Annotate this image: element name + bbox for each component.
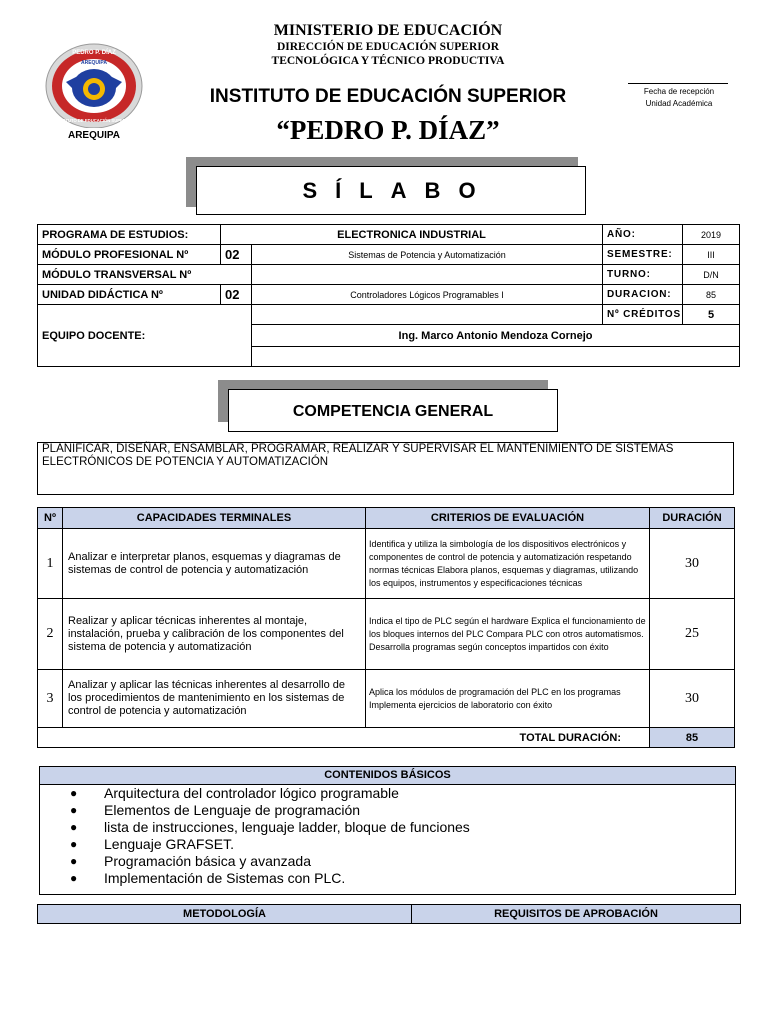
- col-header-number: Nº: [38, 508, 63, 529]
- city-label: AREQUIPA: [67, 130, 121, 141]
- school-name: “PEDRO P. DÍAZ”: [276, 115, 500, 145]
- duration-label: DURACION:: [603, 285, 683, 305]
- bullet-icon: ●: [70, 854, 78, 868]
- direction-line-1: DIRECCIÓN DE EDUCACIÓN SUPERIOR: [276, 41, 500, 53]
- list-item: [70, 785, 735, 802]
- table-row: [38, 599, 735, 670]
- list-item-text: lista de instrucciones, lenguaje ladder, bloque de funciones: [104, 819, 470, 835]
- program-value: ELECTRONICA INDUSTRIAL: [221, 225, 603, 245]
- list-item-text: Programación básica y avanzada: [104, 853, 312, 869]
- unit-value: Controladores Lógicos Programables I: [252, 285, 603, 305]
- contents-title: CONTENIDOS BÁSICOS: [40, 767, 735, 785]
- row-number: 2: [38, 599, 63, 670]
- list-item-text: Lenguaje GRAFSET.: [104, 836, 234, 852]
- bullet-icon: ●: [70, 820, 78, 834]
- team-label: EQUIPO DOCENTE:: [38, 305, 252, 367]
- competence-text: PLANIFICAR, DISEÑAR, ENSAMBLAR, PROGRAMAR, REALIZAR Y SUPERVISAR EL MANTENIMIENTO DE SISTEMAS ELECTRÓNICOS DE POTENCIA Y AUTOMATIZACIÓN: [37, 442, 734, 495]
- criteria-text: Aplica los módulos de programación del PLC en los programas Implementa ejercicios de laboratorio con éxito: [366, 670, 650, 728]
- year-label: AÑO:: [603, 225, 683, 245]
- row-duration: 30: [650, 529, 735, 599]
- reception-unit-label: Unidad Académica: [645, 99, 713, 108]
- list-item: [70, 870, 735, 887]
- bullet-icon: ●: [70, 837, 78, 851]
- bullet-icon: ●: [70, 803, 78, 817]
- unit-number: 02: [221, 285, 252, 305]
- row-duration: 30: [650, 670, 735, 728]
- list-item: [70, 836, 735, 853]
- unit-label: UNIDAD DIDÁCTICA Nº: [38, 285, 221, 305]
- list-item-text: Elementos de Lenguaje de programación: [104, 802, 361, 818]
- capacity-text: Analizar y aplicar las técnicas inherentes al desarrollo de los procedimientos de mantenimiento en los sistemas de control de potencia y automatización: [63, 670, 366, 728]
- credits-label: Nº CRÉDITOS: [603, 305, 683, 325]
- total-duration-label: TOTAL DURACIÓN:: [38, 728, 650, 748]
- contents-box: [39, 766, 736, 895]
- turn-label: TURNO:: [603, 265, 683, 285]
- logo-city-text: AREQUIPA: [80, 60, 108, 66]
- module-prof-label: MÓDULO PROFESIONAL Nº: [38, 245, 221, 265]
- col-header-capacities: CAPACIDADES TERMINALES: [63, 508, 366, 529]
- methodology-requirements-header: [37, 904, 741, 924]
- row-duration: 25: [650, 599, 735, 670]
- col-header-duration: DURACIÓN: [650, 508, 735, 529]
- blank-cell: [252, 347, 740, 367]
- document-title: SÍLABO: [196, 166, 586, 215]
- bullet-icon: ●: [70, 871, 78, 885]
- logo-ring-text: INSTITUTO DE EDUCACIÓN SUPERIOR: [54, 118, 134, 123]
- list-item-text: Implementación de Sistemas con PLC.: [104, 870, 346, 886]
- methodology-header: METODOLOGÍA: [38, 905, 412, 924]
- logo-top-text: PEDRO P. DÍAZ: [72, 50, 116, 56]
- row-number: 1: [38, 529, 63, 599]
- module-trans-value: [252, 265, 603, 285]
- semester-value: III: [683, 245, 740, 265]
- team-value: Ing. Marco Antonio Mendoza Cornejo: [252, 325, 740, 347]
- criteria-text: Identifica y utiliza la simbología de los dispositivos electrónicos y componentes de control de potencia y automatización respetando normas técnicas Elabora planos, esquemas y diagramas, utilizando los equipos, instrumentos y especificaciones técnicas: [366, 529, 650, 599]
- module-trans-label: MÓDULO TRANSVERSAL Nº: [38, 265, 252, 285]
- table-row: [38, 670, 735, 728]
- semester-label: SEMESTRE:: [603, 245, 683, 265]
- criteria-text: Indica el tipo de PLC según el hardware Explica el funcionamiento de los bloques internos del PLC Compara PLC con otros automatismos. Desarrolla programas según conceptos impartidos con éxito: [366, 599, 650, 670]
- duration-value: 85: [683, 285, 740, 305]
- competence-title: COMPETENCIA GENERAL: [228, 389, 558, 432]
- list-item-text: Arquitectura del controlador lógico programable: [104, 785, 399, 801]
- list-item: [70, 802, 735, 819]
- capacities-table: [37, 507, 735, 748]
- total-duration-value: 85: [650, 728, 735, 748]
- blank-cell: [252, 305, 603, 325]
- course-info-table: [37, 224, 740, 367]
- reception-signature-line: [628, 83, 728, 84]
- requirements-header: REQUISITOS DE APROBACIÓN: [412, 905, 741, 924]
- reception-date-label: Fecha de recepción: [643, 87, 715, 96]
- module-prof-value: Sistemas de Potencia y Automatización: [252, 245, 603, 265]
- contents-list: [40, 785, 735, 887]
- list-item: [70, 853, 735, 870]
- list-item: [70, 819, 735, 836]
- table-row: [38, 529, 735, 599]
- institute-title: INSTITUTO DE EDUCACIÓN SUPERIOR: [209, 86, 567, 107]
- capacity-text: Analizar e interpretar planos, esquemas y diagramas de sistemas de control de potencia y automatización: [63, 529, 366, 599]
- ministry-title: MINISTERIO DE EDUCACIÓN: [273, 22, 503, 39]
- row-number: 3: [38, 670, 63, 728]
- direction-line-2: TECNOLÓGICA Y TÉCNICO PRODUCTIVA: [271, 55, 505, 67]
- credits-value: 5: [683, 305, 740, 325]
- col-header-criteria: CRITERIOS DE EVALUACIÓN: [366, 508, 650, 529]
- module-prof-number: 02: [221, 245, 252, 265]
- year-value: 2019: [683, 225, 740, 245]
- turn-value: D/N: [683, 265, 740, 285]
- program-label: PROGRAMA DE ESTUDIOS:: [38, 225, 221, 245]
- bullet-icon: ●: [70, 786, 78, 800]
- capacity-text: Realizar y aplicar técnicas inherentes al montaje, instalación, prueba y calibración de los componentes del sistema de potencia y automatización: [63, 599, 366, 670]
